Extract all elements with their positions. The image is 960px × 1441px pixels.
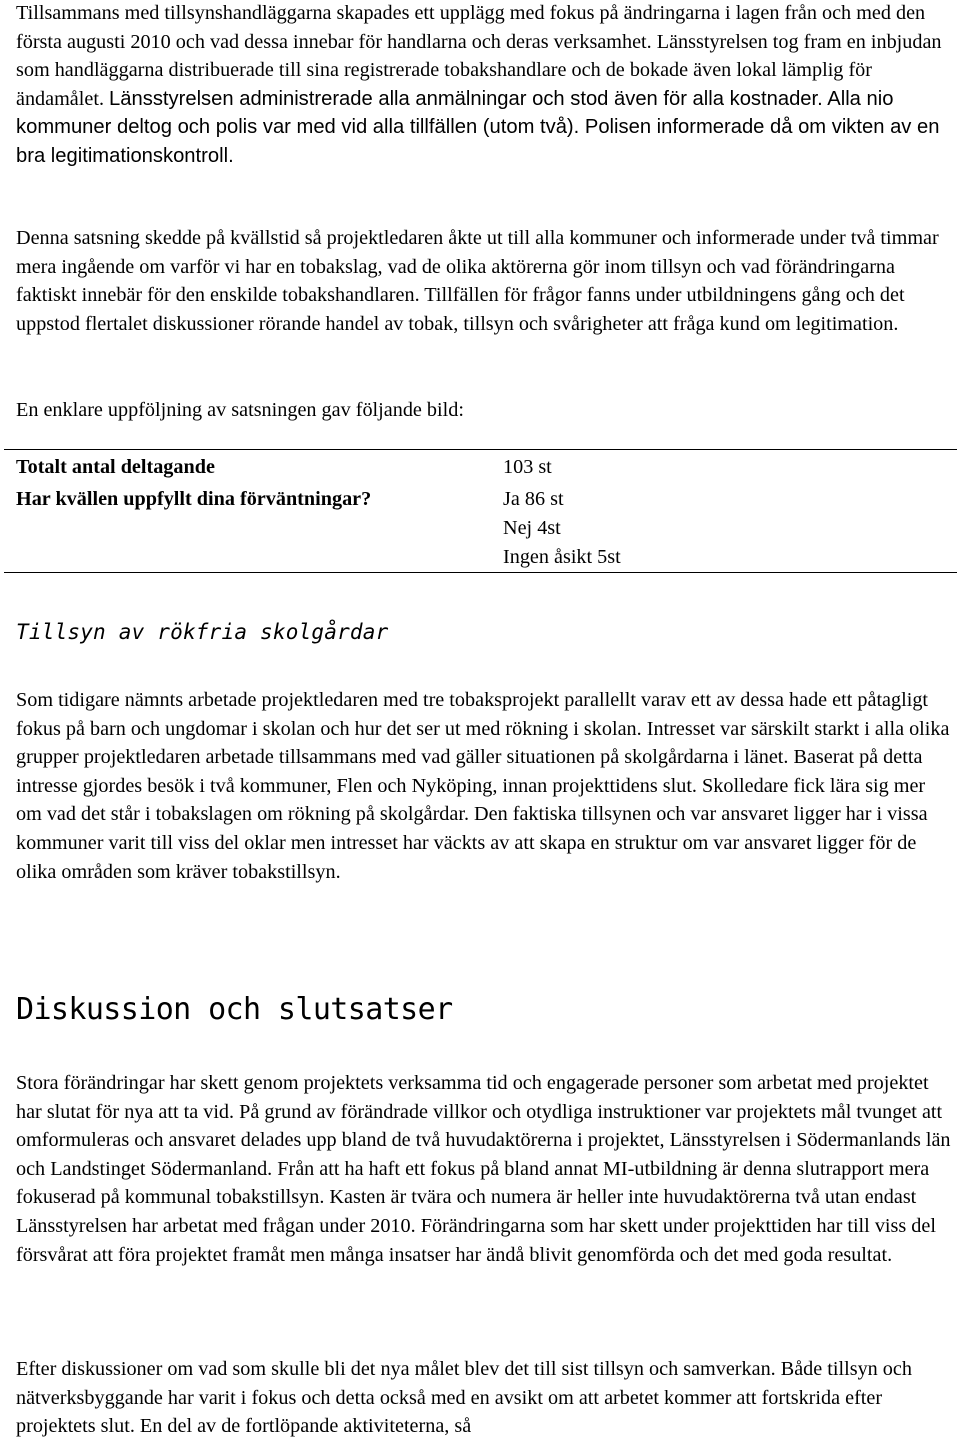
- smoke-free-schoolyards-paragraph: Som tidigare nämnts arbetade projektledaren med tre tobaksprojekt parallellt varav ett av dessa hade ett påtagligt fokus på barn och ungdomar i skolan och hur det ser ut med rökning i skolan. Intresset var särskilt starkt i alla olika grupper projektledaren arbetade tillsammans med vad gäller situationen på skolgårdarna i länet. Baserat på detta intresse gjordes besök i två kommuner, Flen och Nyköping, innan projekttidens slut. Skolledare fick lära sig mer om vad det står i tobakslagen om rökning på skolgårdar. Den faktiska tillsynen och var ansvaret ligger har i vissa kommuner varit till viss del oklar men intresset har väckts av att skapa en struktur om var ansvaret ligger för de olika områden som kräver tobakstillsyn.: [16, 689, 950, 883]
- answer-no: Nej 4st: [503, 517, 561, 539]
- section-heading-diskussion: Diskussion och slutsatser: [16, 992, 453, 1027]
- table-cell-value: 103 st: [503, 456, 552, 478]
- intro-text-serif: Tillsammans med tillsynshandläggarna skapades ett upplägg med fokus på ändringarna i lagen från och med den första augusti 2010 och vad dessa innebar för handlarna och deras verksamhet. Länsstyrelsen tog fram en inbjudan som handläggarna distribuerade till sina registrerade tobakshandlare och de bokade även lokal lämplig för ändamålet.: [16, 2, 942, 110]
- workshop-paragraph: Denna satsning skedde på kvällstid så projektledaren åkte ut till alla kommuner och informerade under två timmar mera ingående om varför vi har en tobakslag, vad de olika aktörerna gör inom tillsyn och vad förändringarna faktiskt innebär för den enskilde tobakshandlaren. Tillfällen för frågor fanns under utbildningens gång och det uppstod flertalet diskussioner rörande handel av tobak, tillsyn och svårigheter att fråga kund om legitimation.: [16, 227, 939, 335]
- followup-intro-paragraph: En enklare uppföljning av satsningen gav följande bild:: [16, 399, 464, 421]
- table-row: [4, 482, 957, 573]
- table-cell-label: Har kvällen uppfyllt dina förväntningar?: [16, 488, 372, 510]
- followup-results-table: [4, 449, 957, 573]
- table-cell-value: [491, 482, 957, 573]
- table-row: [4, 450, 957, 483]
- intro-paragraph: [16, 0, 952, 171]
- answer-yes: Ja 86 st: [503, 488, 564, 510]
- intro-text-sans: Länsstyrelsen administrerade alla anmälningar och stod även för alla kostnader. Alla nio kommuner deltog och polis var med vid alla tillfällen (utom två). Polisen informerade då om vikten av en bra legitimationskontroll.: [16, 87, 940, 167]
- section-heading-tillsyn: Tillsyn av rökfria skolgårdar: [16, 620, 389, 644]
- conclusions-paragraph: Stora förändringar har skett genom projektets verksamma tid och engagerade personer som arbetat med projektet har slutat för nya att ta vid. På grund av förändrade villkor och otydliga instruktioner var projektets mål tvunget att omformuleras och ansvaret delades upp bland de två huvudaktörerna i projektet, Länsstyrelsen i Södermanlands län och Landstinget Södermanland. Från att ha haft ett fokus på bland annat MI-utbildning är denna slutrapport mera fokuserad på kommunal tobakstillsyn. Kasten är tvära och numera är heller inte huvudaktörerna två utan endast Länsstyrelsen har arbetat med frågan under 2010. Förändringarna som har skett under projekttiden har till viss del försvårat att föra projektet framåt men många insatser har ändå blivit genomförda och det med goda resultat.: [16, 1072, 951, 1266]
- answer-no-opinion: Ingen åsikt 5st: [503, 546, 621, 568]
- table-cell-label: Totalt antal deltagande: [16, 456, 215, 478]
- next-goal-paragraph: Efter diskussioner om vad som skulle bli det nya målet blev det till sist tillsyn och samverkan. Både tillsyn och nätverksbyggande har varit i fokus och detta också med en avsikt om att arbetet kommer att fortskrida efter projektets slut. En del av de fortlöpande aktiviteterna, så: [16, 1358, 912, 1438]
